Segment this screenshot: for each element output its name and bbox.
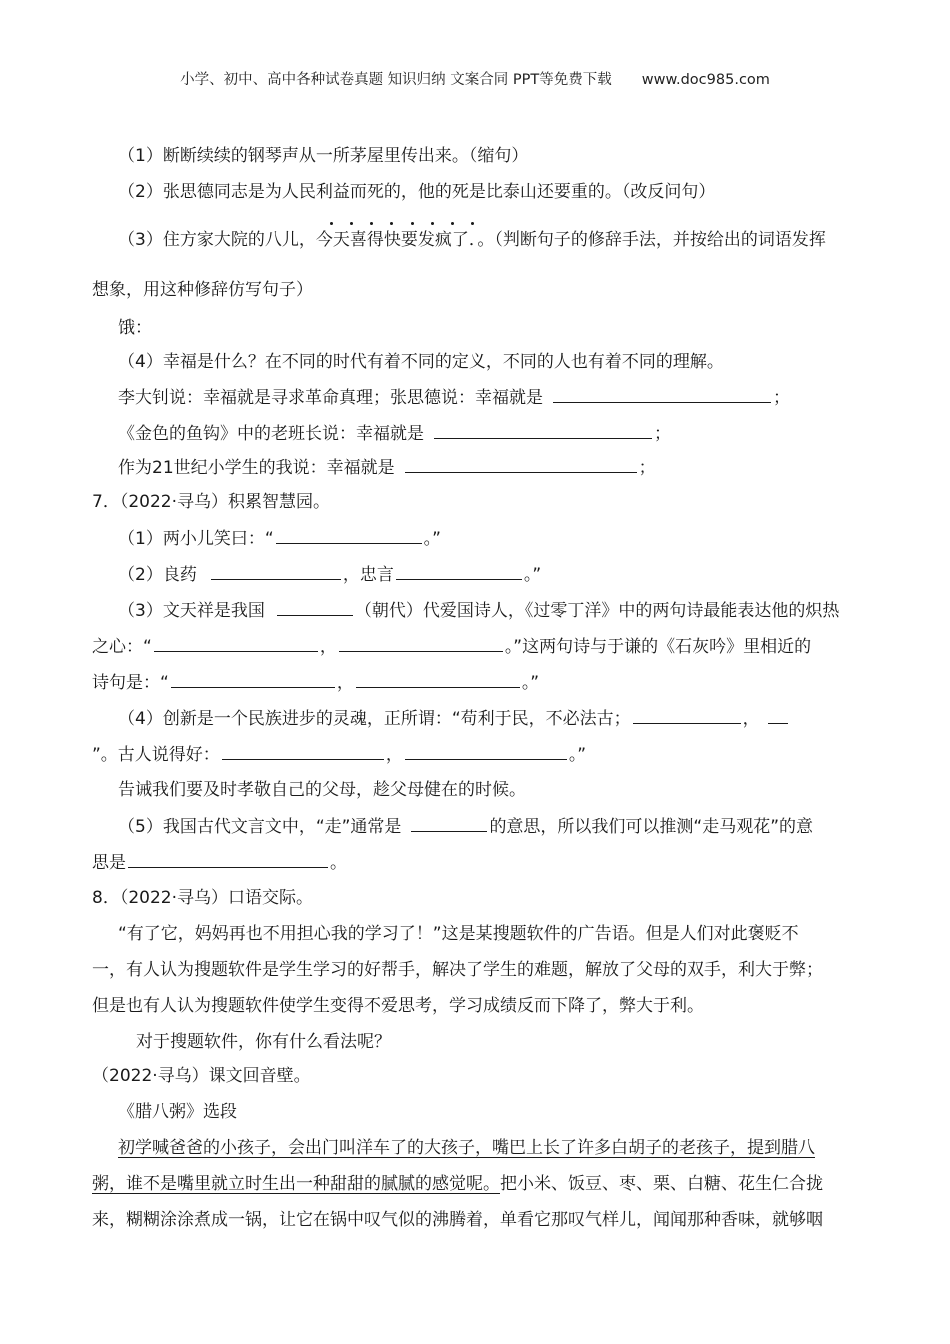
answer-blank[interactable] — [128, 850, 328, 868]
answer-blank[interactable] — [434, 421, 652, 439]
q7-item-2: （2）良药 ，忠言 。” — [118, 562, 541, 587]
q6-item-4b: 《金色的鱼钩》中的老班长说：幸福就是 ； — [118, 421, 671, 446]
q8-title: 8．（2022·寻乌）口语交际。 — [92, 888, 313, 908]
answer-blank[interactable] — [405, 455, 637, 473]
q6-item-3-cont: 想象，用这种修辞仿写句子） — [92, 280, 313, 300]
q6-item-3: （3）住方家大院的八儿，今天喜得快要发疯了．。（判断句子的修辞手法，并按给出的词语发挥 — [118, 230, 826, 250]
answer-blank[interactable] — [356, 670, 520, 688]
q7-item-1: （1）两小儿笑曰：“ 。” — [118, 526, 441, 551]
q9-subtitle: 《腊八粥》选段 — [118, 1102, 237, 1122]
answer-blank[interactable] — [405, 742, 567, 760]
q7-item-3: （3）文天祥是我国 （朝代）代爱国诗人，《过零丁洋》中的两句诗最能表达他的炽热 — [118, 598, 839, 623]
q7-item-5-line2: 思是 。 — [92, 850, 347, 875]
q7-item-4-note: 告诫我们要及时孝敬自己的父母，趁父母健在的时候。 — [118, 780, 526, 800]
q9-title: （2022·寻乌）课文回音壁。 — [92, 1066, 311, 1086]
answer-blank[interactable] — [171, 670, 335, 688]
page-header — [0, 68, 950, 92]
answer-blank[interactable] — [768, 706, 788, 724]
q6-item-4c: 作为21世纪小学生的我说：幸福就是 ； — [118, 455, 656, 480]
q9-passage-line2: 粥，谁不是嘴里就立时生出一种甜甜的腻腻的感觉呢。把小米、饭豆、枣、栗、白糖、花生仁合拢 — [92, 1174, 823, 1194]
q6-item-1: （1）断断续续的钢琴声从一所茅屋里传出来。（缩句） — [118, 146, 529, 166]
q7-title: 7．（2022·寻乌）积累智慧园。 — [92, 492, 330, 512]
q8-paragraph-line3: 但是也有人认为搜题软件使学生变得不爱思考，学习成绩反而下降了，弊大于利。 — [92, 996, 704, 1016]
q9-underlined-line1: 初学喊爸爸的小孩子，会出门叫洋车了的大孩子，嘴巴上长了许多白胡子的老孩子，提到腊八 — [118, 1138, 815, 1158]
answer-blank[interactable] — [553, 385, 771, 403]
q9-passage-line3: 来，糊糊涂涂煮成一锅，让它在锅中叹气似的沸腾着，单看它那叹气样儿，闻闻那种香味，就够咽 — [92, 1210, 823, 1230]
answer-blank[interactable] — [222, 742, 384, 760]
answer-blank[interactable] — [396, 562, 522, 580]
answer-blank[interactable] — [633, 706, 741, 724]
q8-question: 对于搜题软件，你有什么看法呢？ — [136, 1032, 391, 1052]
answer-blank[interactable] — [411, 814, 487, 832]
answer-blank[interactable] — [339, 634, 503, 652]
q7-item-4-line2: ”。古人说得好： ， 。” — [92, 742, 586, 767]
q6-item-4a: 李大钊说：幸福就是寻求革命真理；张思德说：幸福就是 ； — [118, 385, 790, 410]
answer-blank[interactable] — [276, 526, 422, 544]
answer-blank[interactable] — [154, 634, 318, 652]
header-text: 小学、初中、高中各种试卷真题 知识归纳 文案合同 PPT等免费下载 — [180, 72, 612, 88]
q7-item-3-line3: 诗句是：“ ， 。” — [92, 670, 539, 695]
q7-item-4: （4）创新是一个民族进步的灵魂，正所谓：“苟利于民，不必法古； ， — [118, 706, 790, 731]
answer-blank[interactable] — [211, 562, 341, 580]
q6-item-3-prompt: 饿： — [118, 318, 152, 338]
answer-blank[interactable] — [277, 598, 353, 616]
q8-paragraph-line1: “有了它，妈妈再也不用担心我的学习了！”这是某搜题软件的广告语。但是人们对此褒贬不 — [118, 924, 799, 944]
q7-item-3-line2: 之心：“ ， 。”这两句诗与于谦的《石灰吟》里相近的 — [92, 634, 811, 659]
q6-item-2: （2）张思德同志是为人民利益而死的，他的死是比泰山还要重的。（改反问句） — [118, 182, 716, 202]
q7-item-5: （5）我国古代文言文中，“走”通常是 的意思，所以我们可以推测“走马观花”的意 — [118, 814, 813, 839]
header-url[interactable]: www.doc985.com — [641, 72, 770, 88]
q6-item-4: （4）幸福是什么？在不同的时代有着不同的定义，不同的人也有着不同的理解。 — [118, 352, 724, 372]
q8-paragraph-line2: 一，有人认为搜题软件是学生学习的好帮手，解决了学生的难题，解放了父母的双手，利大于弊； — [92, 960, 823, 980]
